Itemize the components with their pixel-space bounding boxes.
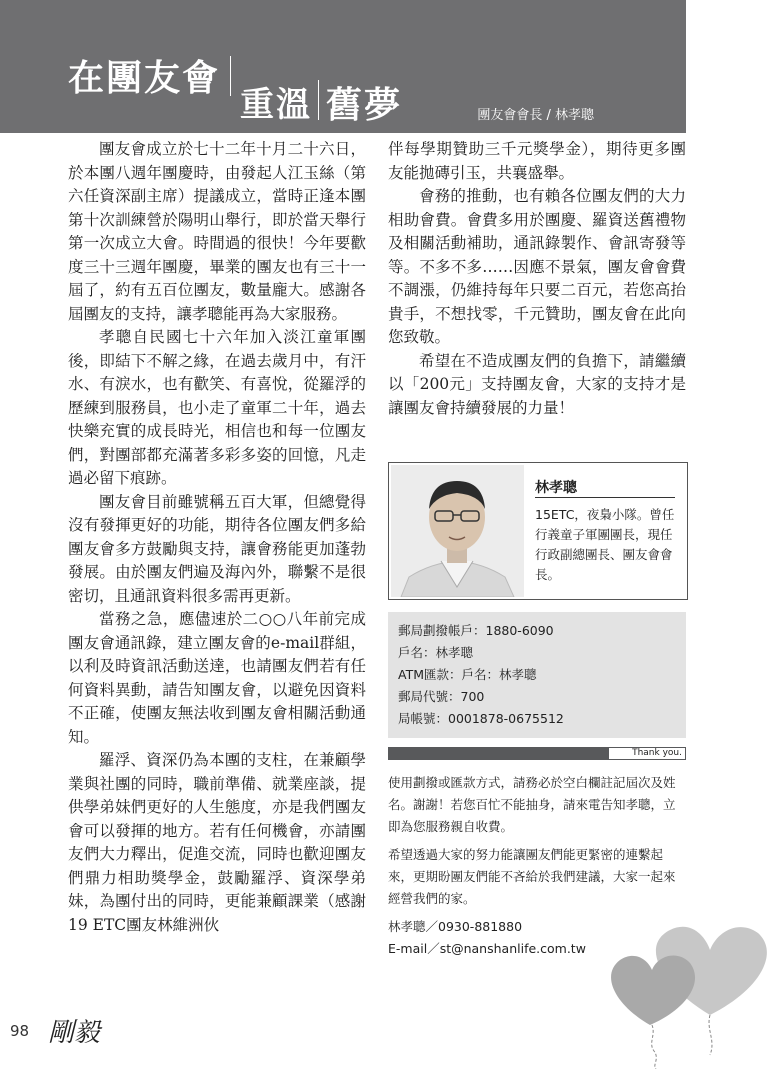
author-byline: 團友會會長 / 林孝聰 xyxy=(477,108,594,123)
profile-name: 林孝聰 xyxy=(535,480,577,496)
note-paragraph: 希望透過大家的努力能讓團友們能更緊密的連繫起來，更期盼團友們能不吝給於我們建議，大家一起來經營我們的家。 xyxy=(388,847,676,906)
postal-account: 郵局劃撥帳戶：1880-6090 xyxy=(398,623,554,638)
account-name: 戶名：林孝聰 xyxy=(398,645,474,660)
paragraph: 團友會目前雖號稱五百大軍，但總覺得沒有發揮更好的功能，期待各位團友們多給團友會多方鼓勵與支持，讓會務能更加蓬勃發展。由於團友們遍及海內外，聯繫不是很密切，且通訊資料很多需再更新。 xyxy=(68,492,366,605)
magazine-logo: 剛毅 xyxy=(48,1018,101,1048)
bank-info-box xyxy=(388,612,686,738)
branch-account: 局帳號：0001878-0675512 xyxy=(398,711,564,726)
paragraph: 當務之急，應儘速於二○○八年前完成團友會通訊錄，建立團友會的e-mail群組，以利及時資訊活動送達，也請團友們若有任何資料異動，請告知團友會，以避免因資料不正確，使團友無法收到團友會相關活動通知。 xyxy=(68,610,366,746)
paragraph: 團友會成立於七十二年十月二十六日，於本團八週年團慶時，由發起人江玉絲（第六任資深副主席）提議成立，當時正逢本團第十次訓練營於陽明山舉行，即於當天舉行第一次成立大會。時間過的很快！今年要歡度三十三週年團慶，畢業的團友也有三十一屆了，約有五百位團友，數量龐大。感謝各屆團友的支持，讓孝聰能再為大家服務。 xyxy=(68,140,366,323)
thanks-bar xyxy=(388,747,608,760)
title-part-2: 重溫 xyxy=(240,85,312,125)
profile-box xyxy=(388,462,688,600)
portrait-photo xyxy=(391,465,524,597)
atm-info: ATM匯款：戶名：林孝聰 xyxy=(398,667,537,682)
paragraph: 孝聰自民國七十六年加入淡江童軍團後，即結下不解之緣，在過去歲月中，有汗水、有淚水，也有歡笑、有喜悅，從羅浮的歷練到服務員，也小走了童軍二十年，過去快樂充實的成長時光，相信也和每一位團友們，對團部都充滿著多彩多姿的回憶，凡走過必留下痕跡。 xyxy=(68,328,366,487)
left-column xyxy=(68,138,366,937)
title-divider xyxy=(230,56,231,96)
thanks-label: Thank you. xyxy=(608,747,686,760)
title-part-3: 舊夢 xyxy=(326,84,403,126)
title-part-1: 在團友會 xyxy=(68,57,221,99)
contact-email[interactable]: E-mail／st@nanshanlife.com.tw xyxy=(388,941,586,956)
right-column xyxy=(388,138,686,420)
title-banner xyxy=(0,0,686,133)
profile-description: 15ETC，夜梟小隊。曾任行義童子軍團團長，現任行政副總團長、團友會會長。 xyxy=(535,507,675,582)
title-divider xyxy=(318,80,319,120)
divider xyxy=(535,497,675,498)
paragraph: 希望在不造成團友們的負擔下，請繼續以「200元」支持團友會，大家的支持才是讓團友會持續發展的力量！ xyxy=(388,351,686,417)
paragraph: 伴每學期贊助三千元獎學金），期待更多團友能拋磚引玉，共襄盛舉。 xyxy=(388,140,686,182)
paragraph: 羅浮、資深仍為本團的支柱，在兼顧學業與社團的同時，職前準備、就業座談，提供學弟妹們更好的人生態度，亦是我們團友會可以發揮的地方。若有任何機會，亦請團友們大力釋出，促進交流，同時也歡迎團友們鼎力相助獎學金，鼓勵羅浮、資深學弟妹，為團付出的同時，更能兼顧課業（感謝19 ETC團友林維洲伙 xyxy=(68,751,366,934)
page-number: 98 xyxy=(10,1022,30,1040)
hearts-decoration-icon xyxy=(600,905,768,1069)
paragraph: 會務的推動，也有賴各位團友們的大力相助會費。會費多用於團慶、羅資送舊禮物及相關活動補助，通訊錄製作、會訊寄發等等。不多不多……因應不景氣，團友會會費不調漲，仍維持每年只要二百元，若您高抬貴手，不想找零，千元贊助，團友會在此向您致敬。 xyxy=(388,187,686,346)
note-paragraph: 使用劃撥或匯款方式，請務必於空白欄註記屆次及姓名。謝謝！若您百忙不能抽身，請來電告知孝聰，立即為您服務親自收費。 xyxy=(388,775,676,834)
contact-phone: 林孝聰／0930-881880 xyxy=(388,919,523,934)
postal-code: 郵局代號：700 xyxy=(398,689,485,704)
